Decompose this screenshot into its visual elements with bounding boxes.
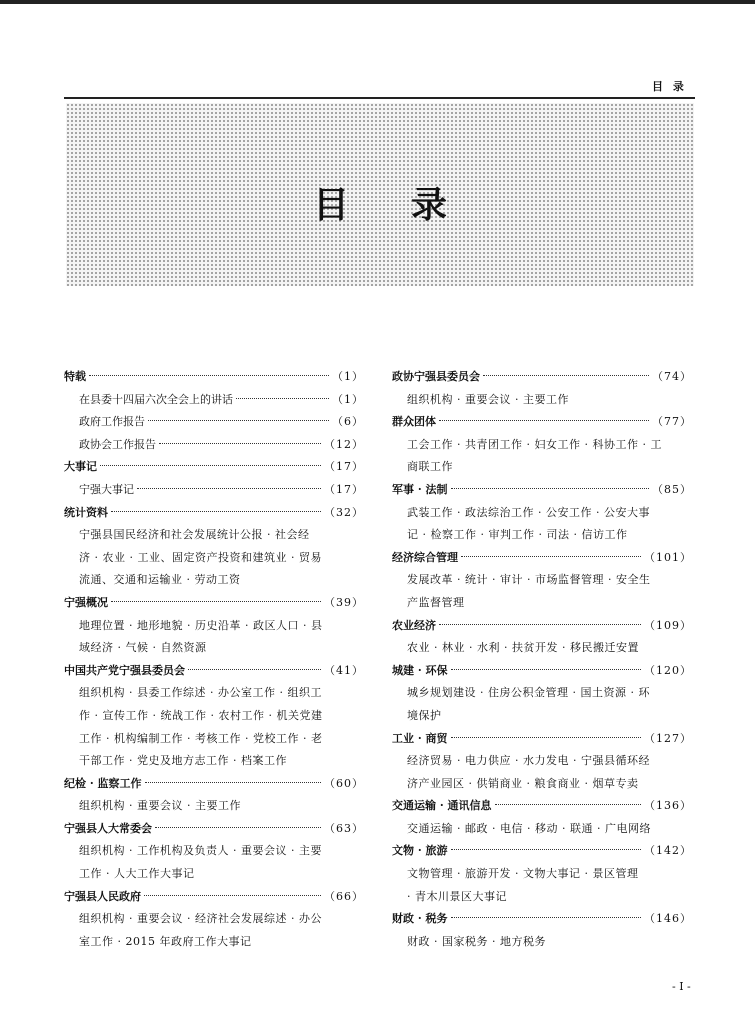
- dot-leader: [144, 895, 321, 896]
- toc-subtopics-line: 地理位置 · 地形地貌 · 历史沿革 · 政区人口 · 县: [79, 618, 323, 632]
- toc-subtopics-line: 产监督管理: [407, 595, 465, 609]
- toc-entry-label: 工业 · 商贸: [392, 731, 448, 745]
- dot-leader: [145, 782, 322, 783]
- dot-leader: [89, 375, 329, 376]
- toc-subtopics-line: 发展改革 · 统计 · 审计 · 市场监督管理 · 安全生: [407, 573, 651, 587]
- toc-subtopics-line: 财政 · 国家税务 · 地方税务: [407, 934, 546, 948]
- toc-subtopics-line: 组织机构 · 重要会议 · 经济社会发展综述 · 办公: [79, 912, 322, 926]
- toc-subtopics-line: 文物管理 · 旅游开发 · 文物大事记 · 景区管理: [407, 867, 639, 881]
- toc-entry-label: 在县委十四届六次全会上的讲话: [79, 392, 233, 406]
- toc-item-entry: [64, 389, 364, 412]
- dot-leader: [111, 601, 321, 602]
- toc-page-number: （136）: [644, 799, 692, 813]
- toc-subtopics-line: 宁强县国民经济和社会发展统计公报 · 社会经: [79, 528, 310, 542]
- toc-page-number: （60）: [324, 776, 364, 790]
- toc-page-number: （17）: [324, 482, 364, 496]
- toc-item-entry: [64, 479, 364, 502]
- toc-page-number: （63）: [324, 821, 364, 835]
- toc-section-entry: [392, 615, 692, 638]
- toc-subtopics-line: 经济贸易 · 电力供应 · 水力发电 · 宁强县循环经: [407, 754, 650, 768]
- dot-leader: [451, 737, 642, 738]
- toc-entry-label: 宁强县人民政府: [64, 889, 141, 903]
- toc-subtopics-line: 组织机构 · 重要会议 · 主要工作: [407, 392, 569, 406]
- toc-section-entry: [64, 886, 364, 909]
- toc-page-number: （85）: [652, 482, 692, 496]
- title-banner: [66, 103, 694, 286]
- top-border: [0, 0, 755, 4]
- dot-leader: [439, 624, 641, 625]
- toc-section-entry: [392, 479, 692, 502]
- toc-section-entry: [392, 411, 692, 434]
- toc-entry-label: 群众团体: [392, 415, 436, 429]
- dot-leader: [451, 849, 642, 850]
- toc-entry-label: 政协宁强县委员会: [392, 370, 480, 383]
- dot-leader: [236, 398, 329, 399]
- toc-page-number: （127）: [644, 731, 692, 745]
- toc-page-number: （77）: [652, 415, 692, 429]
- toc-subtopics-line: 记 · 检察工作 · 审判工作 · 司法 · 信访工作: [407, 528, 628, 542]
- toc-section-entry: [64, 456, 364, 479]
- toc-left-column: [64, 366, 364, 953]
- toc-page-number: （12）: [324, 437, 364, 451]
- dot-leader: [451, 917, 642, 918]
- toc-page-number: （6）: [332, 415, 364, 429]
- running-header: 目 录: [652, 80, 687, 93]
- toc-entry-label: 文物 · 旅游: [392, 844, 448, 858]
- toc-page-number: （1）: [332, 370, 364, 383]
- dot-leader: [155, 827, 321, 828]
- toc-entry-label: 宁强概况: [64, 595, 108, 609]
- toc-entry-label: 纪检 · 监察工作: [64, 776, 142, 790]
- toc-subtopics-line: 流通、交通和运输业 · 劳动工资: [79, 573, 241, 587]
- toc-entry-label: 政协会工作报告: [79, 437, 156, 451]
- dot-leader: [159, 443, 321, 444]
- toc-subtopics-line: 工作 · 机构编制工作 · 考核工作 · 党校工作 · 老: [79, 731, 323, 745]
- toc-subtopics-line: 济 · 农业 · 工业、固定资产投资和建筑业 · 贸易: [79, 550, 322, 564]
- toc-entry-label: 宁强县人大常委会: [64, 821, 152, 835]
- toc-page-number: （39）: [324, 595, 364, 609]
- toc-subtopics-line: 农业 · 林业 · 水利 · 扶贫开发 · 移民搬迁安置: [407, 641, 639, 655]
- toc-subtopics-line: 组织机构 · 工作机构及负责人 · 重要会议 · 主要: [79, 844, 322, 858]
- toc-section-entry: [64, 818, 364, 841]
- toc-subtopics-line: 交通运输 · 邮政 · 电信 · 移动 · 联通 · 广电网络: [407, 821, 651, 835]
- toc-section-entry: [392, 840, 692, 863]
- page-title: 目录: [312, 184, 509, 226]
- header-rule: [64, 97, 695, 99]
- dot-leader: [483, 375, 649, 376]
- toc-entry-label: 经济综合管理: [392, 550, 458, 564]
- page-number: - I -: [672, 980, 691, 993]
- toc-page-number: （120）: [644, 663, 692, 677]
- toc-right-column: [392, 366, 692, 953]
- dot-leader: [451, 488, 650, 489]
- dot-leader: [137, 488, 321, 489]
- toc-entry-label: 宁强大事记: [79, 482, 134, 496]
- toc-section-entry: [392, 366, 692, 389]
- dot-leader: [495, 804, 642, 805]
- toc-page-number: （101）: [644, 550, 692, 564]
- toc-subtopics-line: 室工作 · 2015 年政府工作大事记: [79, 934, 252, 948]
- toc-subtopics-line: 商联工作: [407, 460, 453, 474]
- toc-page-number: （146）: [644, 912, 692, 926]
- toc-subtopics-line: · 青木川景区大事记: [407, 889, 507, 903]
- toc-subtopics-line: 域经济 · 气候 · 自然资源: [79, 641, 207, 655]
- toc-page-number: （17）: [324, 460, 364, 474]
- toc-entry-label: 统计资料: [64, 505, 108, 519]
- toc-section-entry: [392, 795, 692, 818]
- toc-entry-label: 城建 · 环保: [392, 663, 448, 677]
- toc-section-entry: [64, 660, 364, 683]
- toc-subtopics-line: 武装工作 · 政法综治工作 · 公安工作 · 公安大事: [407, 505, 650, 519]
- toc-section-entry: [392, 547, 692, 570]
- toc-item-entry: [64, 411, 364, 434]
- toc-section-entry: [64, 773, 364, 796]
- toc-entry-label: 特载: [64, 370, 86, 383]
- toc-section-entry: [392, 728, 692, 751]
- toc-subtopics-line: 组织机构 · 县委工作综述 · 办公室工作 · 组织工: [79, 686, 322, 700]
- toc-subtopics-line: 境保护: [407, 708, 442, 722]
- toc-page-number: （41）: [324, 663, 364, 677]
- dot-leader: [461, 556, 641, 557]
- toc-subtopics-line: 城乡规划建设 · 住房公积金管理 · 国土资源 · 环: [407, 686, 650, 700]
- toc-entry-label: 军事 · 法制: [392, 482, 448, 496]
- toc-entry-label: 政府工作报告: [79, 415, 145, 429]
- toc-section-entry: [64, 366, 364, 389]
- toc-entry-label: 中国共产党宁强县委员会: [64, 663, 185, 677]
- toc-subtopics-line: 干部工作 · 党史及地方志工作 · 档案工作: [79, 754, 287, 768]
- dot-leader: [148, 420, 329, 421]
- toc-page-number: （1）: [332, 392, 364, 406]
- toc-page-number: （32）: [324, 505, 364, 519]
- toc-subtopics-line: 工作 · 人大工作大事记: [79, 867, 195, 881]
- dot-leader: [451, 669, 642, 670]
- toc-page-number: （109）: [644, 618, 692, 632]
- dot-leader: [439, 420, 649, 421]
- toc-entry-label: 大事记: [64, 460, 97, 474]
- toc-section-entry: [64, 592, 364, 615]
- toc-section-entry: [64, 502, 364, 525]
- toc-subtopics-line: 组织机构 · 重要会议 · 主要工作: [79, 799, 241, 813]
- dot-leader: [111, 511, 321, 512]
- toc-subtopics-line: 济产业园区 · 供销商业 · 粮食商业 · 烟草专卖: [407, 776, 639, 790]
- toc-entry-label: 财政 · 税务: [392, 912, 448, 926]
- toc-section-entry: [392, 908, 692, 931]
- toc-section-entry: [392, 660, 692, 683]
- dot-leader: [100, 465, 321, 466]
- toc-page-number: （142）: [644, 844, 692, 858]
- toc-item-entry: [64, 434, 364, 457]
- toc-entry-label: 交通运输 · 通讯信息: [392, 799, 492, 813]
- toc-entry-label: 农业经济: [392, 618, 436, 632]
- toc-subtopics-line: 工会工作 · 共青团工作 · 妇女工作 · 科协工作 · 工: [407, 437, 662, 451]
- toc-page-number: （74）: [652, 370, 692, 383]
- toc-page-number: （66）: [324, 889, 364, 903]
- toc-subtopics-line: 作 · 宣传工作 · 统战工作 · 农村工作 · 机关党建: [79, 708, 323, 722]
- dot-leader: [188, 669, 321, 670]
